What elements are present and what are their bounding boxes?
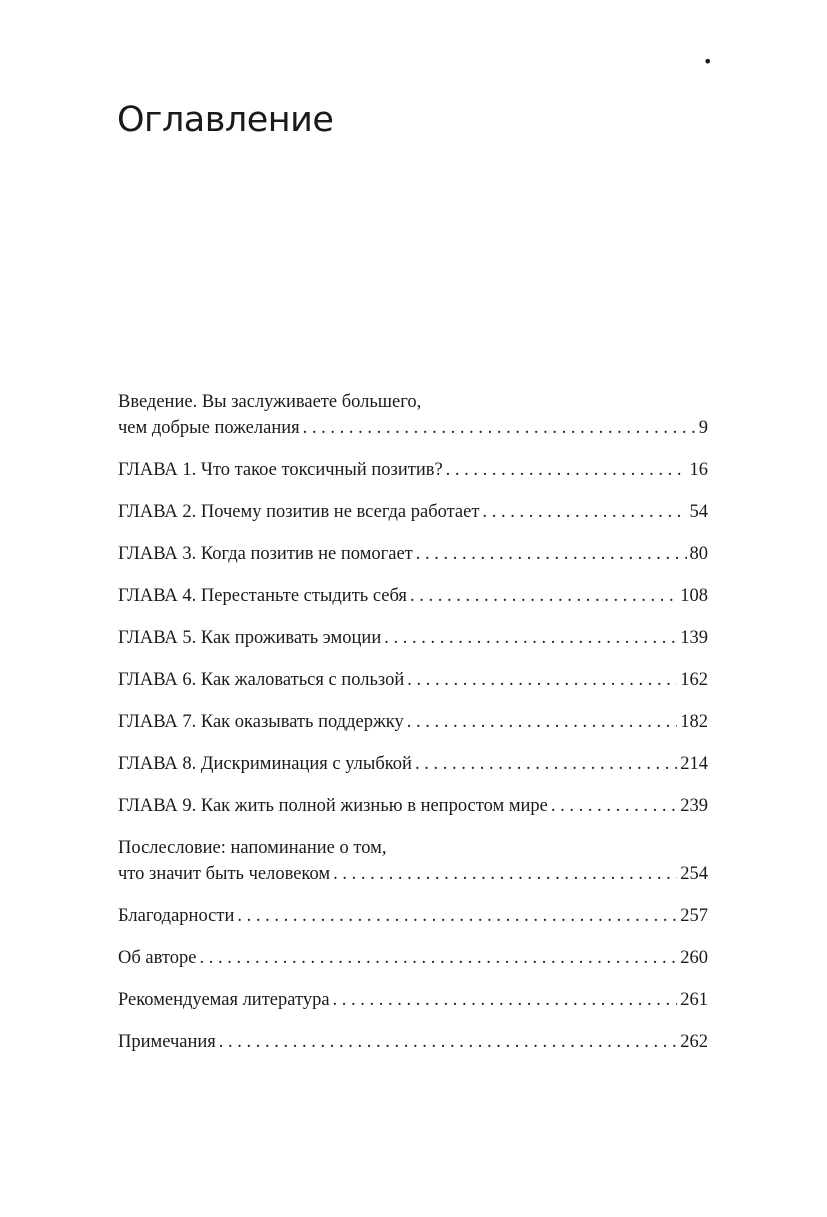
dot-leader: [482, 501, 686, 523]
page-title: Оглавление: [117, 100, 334, 140]
toc-entry[interactable]: [118, 795, 708, 817]
toc-entry[interactable]: [118, 947, 708, 969]
toc-entry-title: ГЛАВА 8. Дискриминация с улыбкой: [118, 754, 412, 774]
toc-entry-row: [118, 501, 708, 523]
toc-entry-title: Примечания: [118, 1032, 216, 1052]
dot-leader: [407, 711, 678, 733]
dot-leader: [199, 947, 677, 969]
toc-entry-page-number: 262: [680, 1032, 708, 1052]
toc-entry[interactable]: [118, 711, 708, 733]
toc-entry-page-number: 16: [689, 460, 708, 480]
toc-entry-title: Рекомендуемая литература: [118, 990, 330, 1010]
toc-entry-page-number: 214: [680, 754, 708, 774]
toc-entry-row: [118, 753, 708, 775]
toc-entry[interactable]: [118, 543, 708, 565]
toc-entry[interactable]: [118, 627, 708, 649]
toc-entry[interactable]: [118, 1031, 708, 1053]
dot-leader: [384, 627, 677, 649]
toc-entry-page-number: 260: [680, 948, 708, 968]
toc-entry-title: Об авторе: [118, 948, 197, 968]
dot-leader: [415, 753, 677, 775]
dot-leader: [237, 905, 677, 927]
toc-entry-title: ГЛАВА 7. Как оказывать поддержку: [118, 712, 404, 732]
dot-leader: [410, 585, 677, 607]
dot-leader: [407, 669, 677, 691]
toc-entry[interactable]: [118, 905, 708, 927]
toc-entry-page-number: 80: [689, 544, 708, 564]
toc-entry[interactable]: [118, 989, 708, 1011]
dot-leader: [416, 543, 687, 565]
dot-leader: [333, 863, 677, 885]
dot-leader: [446, 459, 687, 481]
toc-entry-page-number: 108: [680, 586, 708, 606]
toc-entry[interactable]: [118, 585, 708, 607]
toc-entry-row: [118, 863, 708, 885]
toc-entry-row: [118, 711, 708, 733]
toc-entry-title: ГЛАВА 3. Когда позитив не помогает: [118, 544, 413, 564]
toc-entry-page-number: 257: [680, 906, 708, 926]
table-of-contents: [118, 380, 708, 1053]
dot-leader: [333, 989, 678, 1011]
toc-entry-title: ГЛАВА 2. Почему позитив не всегда работает: [118, 502, 480, 522]
toc-entry-row: [118, 459, 708, 481]
toc-entry-row: [118, 585, 708, 607]
toc-entry-row: [118, 905, 708, 927]
toc-entry[interactable]: [118, 837, 708, 885]
toc-entry-page-number: 261: [680, 990, 708, 1010]
toc-entry-row: [118, 417, 708, 439]
toc-entry-title-line: Введение. Вы заслуживаете большего,: [118, 392, 422, 412]
dot-leader: [551, 795, 677, 817]
toc-entry-title: Благодарности: [118, 906, 235, 926]
dot-leader: [219, 1031, 677, 1053]
toc-entry-title: ГЛАВА 5. Как проживать эмоции: [118, 628, 382, 648]
toc-entry-page-number: 54: [689, 502, 708, 522]
toc-entry-page-number: 239: [680, 796, 708, 816]
toc-entry[interactable]: [118, 669, 708, 691]
toc-entry[interactable]: [118, 459, 708, 481]
toc-entry-title: ГЛАВА 4. Перестаньте стыдить себя: [118, 586, 407, 606]
toc-entry-row: [118, 1031, 708, 1053]
corner-mark: •: [703, 52, 713, 71]
toc-entry-page-number: 182: [680, 712, 708, 732]
toc-entry-title: ГЛАВА 6. Как жаловаться с пользой: [118, 670, 405, 690]
toc-entry-title: ГЛАВА 1. Что такое токсичный позитив?: [118, 460, 443, 480]
toc-entry-row: [118, 795, 708, 817]
toc-entry[interactable]: [118, 501, 708, 523]
toc-entry-title-line: Послесловие: напоминание о том,: [118, 838, 387, 858]
toc-entry-row: [118, 543, 708, 565]
toc-entry-page-number: 139: [680, 628, 708, 648]
toc-entry-title: что значит быть человеком: [118, 864, 331, 884]
dot-leader: [303, 417, 696, 439]
toc-entry-page-number: 9: [698, 418, 708, 438]
toc-entry-row: [118, 989, 708, 1011]
toc-entry-row: [118, 947, 708, 969]
toc-entry[interactable]: [118, 391, 708, 439]
toc-entry-title: чем добрые пожелания: [118, 418, 300, 438]
toc-entry-row: [118, 669, 708, 691]
toc-entry-page-number: 254: [680, 864, 708, 884]
toc-entry-row: [118, 627, 708, 649]
toc-entry[interactable]: [118, 753, 708, 775]
toc-entry-page-number: 162: [680, 670, 708, 690]
toc-entry-title: ГЛАВА 9. Как жить полной жизнью в непростом мире: [118, 796, 548, 816]
